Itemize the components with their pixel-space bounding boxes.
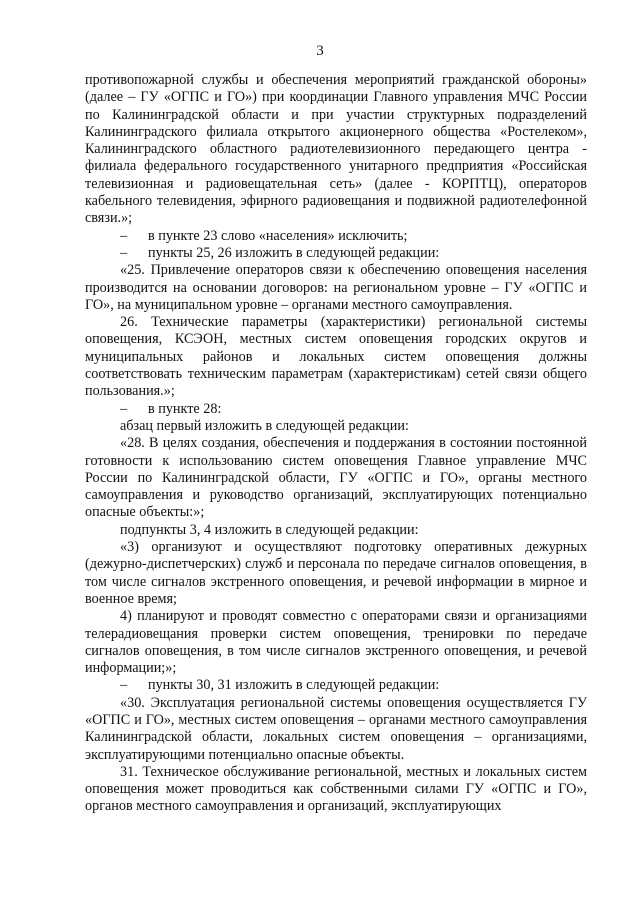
paragraph-clause-31: 31. Техническое обслуживание региональной, местных и локальных систем оповещения может проводиться как собственными силами ГУ «ОГПС и ГО», органов местного самоуправления и организаций, эксплуатирующих: [85, 763, 587, 815]
paragraph-first-para-note: абзац первый изложить в следующей редакции:: [120, 417, 409, 434]
list-item-text: пункты 25, 26 изложить в следующей редакции:: [148, 244, 440, 261]
paragraph-clause-28: «28. В целях создания, обеспечения и поддержания в состоянии постоянной готовности к использованию систем оповещения Главное управление МЧС России по Калининградской области, ГУ «ОГПС и ГО», органы местного самоуправления и руководство организаций, эксплуатирующих потенциально опасные объекты:»;: [85, 435, 587, 521]
list-item-dash-2: [85, 245, 587, 262]
paragraph-subclause-4: 4) планируют и проводят совместно с операторами связи и организациями телерадиовещания проверки систем оповещения, тренировки по передаче сигналов оповещения, в том числе сигналов экстренного оповещения, и речевой информации;»;: [85, 608, 587, 677]
list-item-text: в пункте 23 слово «населения» исключить;: [148, 227, 408, 244]
dash-marker: –: [120, 400, 128, 417]
list-item-text: в пункте 28:: [148, 400, 222, 417]
document-body: [85, 72, 587, 816]
paragraph-subclause-3: «3) организуют и осуществляют подготовку оперативных дежурных (дежурно-диспетчерских) служб и персонала по передаче сигналов оповещения, в том числе сигналов экстренного оповещения, и речевой информации в мирное и военное время;: [85, 539, 587, 607]
list-item-dash-4: [85, 677, 587, 694]
paragraph-1: противопожарной службы и обеспечения мероприятий гражданской обороны» (далее – ГУ «ОГПС и ГО») при координации Главного управления МЧС России по Калининградской области и при участии структурных подразделений Калининградского филиала открытого акционерного общества «Ростелеком», Калининградского областного радиотелевизионного передающего центра - филиала федерального государственного унитарного предприятия «Российская телевизионная и радиовещательная сеть» (далее - КОРПТЦ), операторов кабельного телевидения, эфирного радиовещания и подвижной радиотелефонной связи.»;: [85, 72, 587, 227]
dash-marker: –: [120, 677, 128, 694]
list-item-dash-1: [85, 228, 587, 245]
list-item-text: пункты 30, 31 изложить в следующей редакции:: [148, 677, 440, 694]
page-number: 3: [316, 43, 324, 59]
dash-marker: –: [120, 244, 128, 261]
list-item-dash-3: [85, 401, 587, 418]
dash-marker: –: [120, 227, 128, 244]
paragraph-clause-30: «30. Эксплуатация региональной системы оповещения осуществляется ГУ «ОГПС и ГО», местных систем оповещения – органами местного самоуправления Калининградской области, локальных систем оповещения – организациями, эксплуатирующими потенциально опасные объекты.: [85, 694, 587, 763]
paragraph-clause-26: 26. Технические параметры (характеристики) региональной системы оповещения, КСЭОН, местных систем оповещения городских округов и муниципальных районов и локальных систем оповещения должны соответствовать техническим параметрам (характеристикам) сетей связи общего пользования.»;: [85, 314, 587, 400]
paragraph-clause-25: «25. Привлечение операторов связи к обеспечению оповещения населения производится на основании договоров: на региональном уровне – ГУ «ОГПС и ГО», на муниципальном уровне – органами местного самоуправления.: [85, 262, 587, 313]
paragraph-subclauses-note: подпункты 3, 4 изложить в следующей редакции:: [120, 521, 419, 538]
